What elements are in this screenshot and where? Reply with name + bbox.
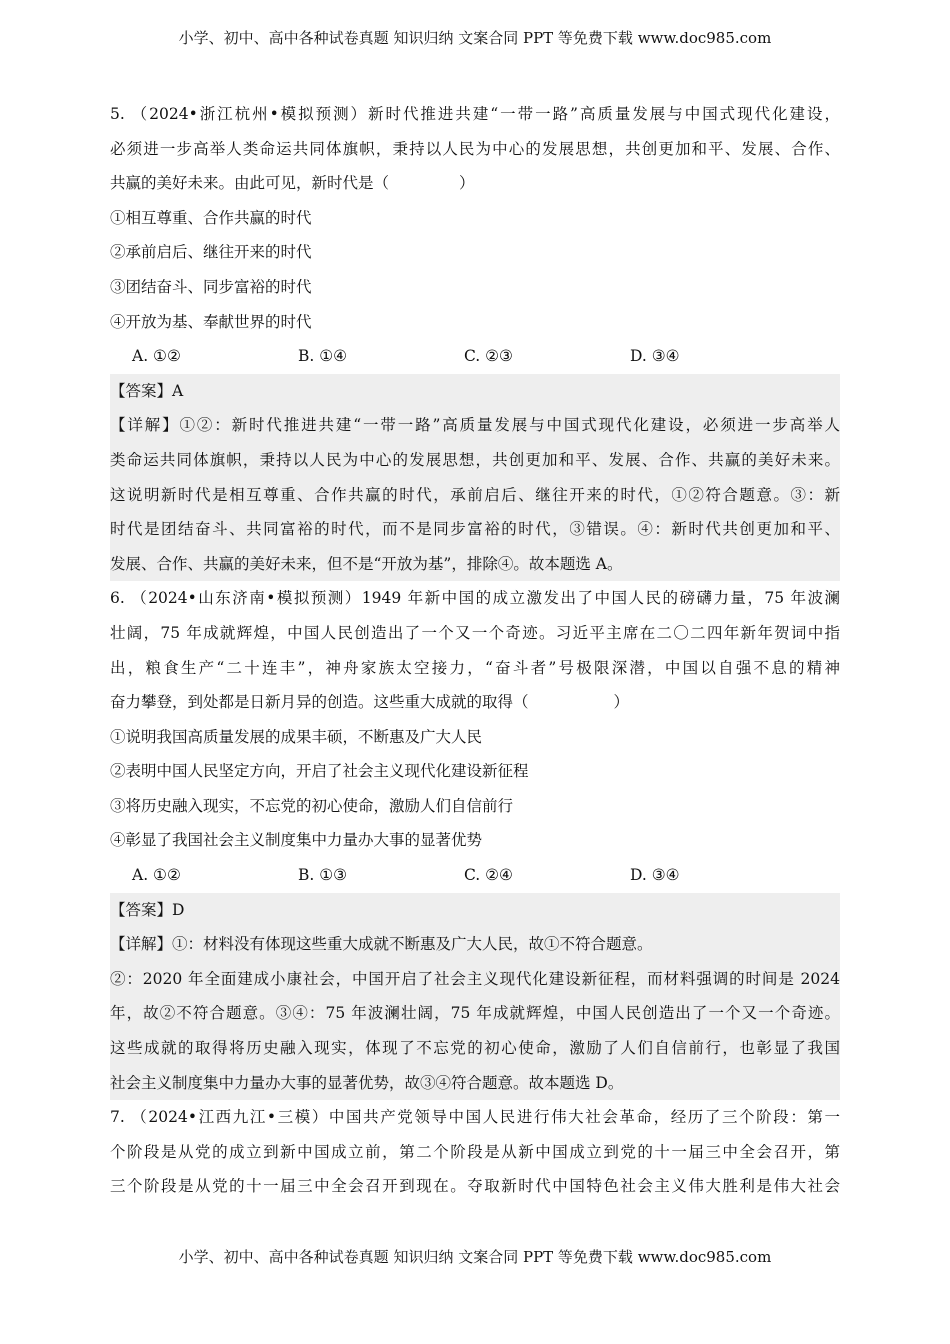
option-c: C. ②④: [464, 866, 513, 885]
detail-line: ②：2020 年全面建成小康社会，中国开启了社会主义现代化建设新征程，而材料强调的时间是 2024: [110, 969, 840, 988]
question-stem-line: 7. （2024•江西九江•三模）中国共产党领导中国人民进行伟大社会革命，经历了三个阶段：第一: [110, 1108, 840, 1127]
question-6: [110, 581, 840, 1100]
question-stem-line: 出，粮食生产“二十连丰”，神舟家族太空接力，“奋斗者”号极限深潜，中国以自强不息的精神: [110, 658, 840, 677]
page-footer: 小学、初中、高中各种试卷真题 知识归纳 文案合同 PPT 等免费下载 www.doc985.com: [178, 1248, 772, 1266]
answer-section: [110, 893, 840, 1101]
answer-options: [110, 339, 840, 374]
choice-item: ④彰显了我国社会主义制度集中力量办大事的显著优势: [110, 831, 483, 850]
question-7: [110, 1100, 840, 1204]
choice-item: ②表明中国人民坚定方向，开启了社会主义现代化建设新征程: [110, 762, 529, 781]
choice-item: ①相互尊重、合作共赢的时代: [110, 208, 312, 227]
question-stem-line: 必须进一步高举人类命运共同体旗帜，秉持以人民为中心的发展思想，共创更加和平、发展、合作、: [110, 139, 840, 158]
detail-line: 这些成就的取得将历史融入现实，体现了不忘党的初心使命，激励了人们自信前行，也彰显了我国: [110, 1039, 840, 1058]
answer-label: 【答案】A: [110, 381, 184, 400]
question-stem-line: 个阶段是从党的成立到新中国成立前，第二个阶段是从新中国成立到党的十一届三中全会召开，第: [110, 1142, 840, 1161]
detail-line: 时代是团结奋斗、共同富裕的时代，而不是同步富裕的时代，③错误。④：新时代共创更加和平、: [110, 520, 840, 539]
question-stem-line: 三个阶段是从党的十一届三中全会召开到现在。夺取新时代中国特色社会主义伟大胜利是伟大社会: [110, 1177, 840, 1196]
choice-item: ③将历史融入现实，不忘党的初心使命，激励人们自信前行: [110, 796, 514, 815]
option-b: B. ①③: [298, 866, 348, 885]
option-c: C. ②③: [464, 347, 513, 366]
page-header: 小学、初中、高中各种试卷真题 知识归纳 文案合同 PPT 等免费下载 www.doc985.com: [178, 29, 772, 47]
question-stem-line: 5. （2024•浙江杭州•模拟预测）新时代推进共建“一带一路”高质量发展与中国式现代化建设，: [110, 105, 840, 123]
detail-line: 发展、合作、共赢的美好未来，但不是“开放为基”，排除④。故本题选 A。: [110, 554, 623, 573]
document-body: [110, 97, 840, 1204]
choice-item: ③团结奋斗、同步富裕的时代: [110, 277, 312, 296]
detail-line: 【详解】①②：新时代推进共建“一带一路”高质量发展与中国式现代化建设，必须进一步高举人: [110, 416, 840, 435]
answer-section: [110, 374, 840, 582]
detail-line: 社会主义制度集中力量办大事的显著优势，故③④符合题意。故本题选 D。: [110, 1073, 624, 1092]
answer-label: 【答案】D: [110, 900, 185, 919]
option-b: B. ①④: [298, 347, 348, 366]
detail-line: 【详解】①：材料没有体现这些重大成就不断惠及广大人民，故①不符合题意。: [110, 935, 653, 954]
choice-item: ②承前启后、继往开来的时代: [110, 243, 312, 262]
question-stem-line: 共赢的美好未来。由此可见，新时代是（ ）: [110, 174, 475, 193]
choice-item: ①说明我国高质量发展的成果丰硕，不断惠及广大人民: [110, 727, 483, 746]
question-stem-line: 奋力攀登，到处都是日新月异的创造。这些重大成就的取得（ ）: [110, 693, 630, 712]
option-a: A. ①②: [132, 347, 181, 366]
option-d: D. ③④: [630, 866, 680, 885]
detail-line: 这说明新时代是相互尊重、合作共赢的时代，承前启后、继往开来的时代，①②符合题意。③：新: [110, 485, 840, 504]
choice-item: ④开放为基、奉献世界的时代: [110, 312, 312, 331]
question-stem-line: 壮阔，75 年成就辉煌，中国人民创造出了一个又一个奇迹。习近平主席在二〇二四年新年贺词中指: [110, 623, 840, 642]
option-d: D. ③④: [630, 347, 680, 366]
detail-line: 类命运共同体旗帜，秉持以人民为中心的发展思想，共创更加和平、发展、合作、共赢的美好未来。: [110, 450, 840, 469]
answer-options: [110, 858, 840, 893]
detail-line: 年，故②不符合题意。③④：75 年波澜壮阔，75 年成就辉煌，中国人民创造出了一个又一个奇迹。: [110, 1004, 840, 1023]
question-5: [110, 97, 840, 581]
question-stem-line: 6. （2024•山东济南•模拟预测）1949 年新中国的成立激发出了中国人民的磅礴力量，75 年波澜: [110, 589, 840, 608]
option-a: A. ①②: [132, 866, 181, 885]
